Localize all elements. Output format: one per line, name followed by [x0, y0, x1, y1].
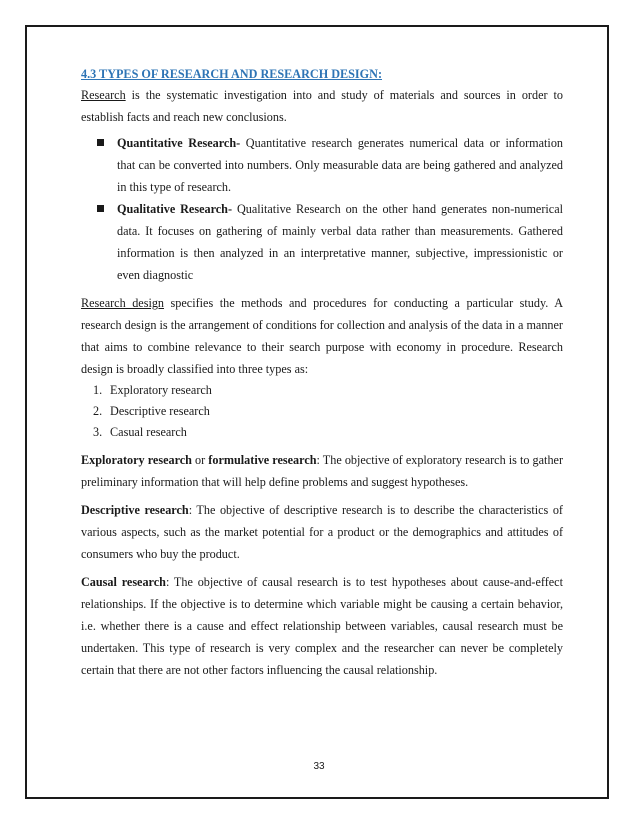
intro-paragraph [81, 84, 563, 128]
bullet-text: Quantitative research generates numerical data or information that can be converted into numbers. Only measurable data are being gathered and analyzed in this type of research. [117, 136, 564, 194]
research-design-term: Research design [81, 296, 165, 310]
bullet-title: Qualitative Research- [117, 202, 233, 216]
list-item [81, 422, 563, 443]
research-types-list [81, 132, 563, 286]
bullet-text: Qualitative Research on the other hand generates non-numerical data. It focuses on gathering of mainly verbal data rather than measurements. Gathered information is then analyzed in an interpretative manner, subjective, impressionistic or even diagnostic [117, 202, 563, 282]
list-item [81, 132, 563, 198]
exploratory-text: : The objective of exploratory research is to gather preliminary information that will help define problems and suggest hypotheses. [81, 453, 564, 489]
research-term: Research [81, 88, 126, 102]
list-number: 2. [93, 404, 103, 418]
square-bullet-icon [97, 139, 104, 146]
list-item [81, 198, 563, 286]
page-number: 33 [313, 761, 325, 772]
list-label: Casual research [110, 425, 187, 439]
list-number: 1. [93, 383, 103, 397]
bullet-title: Quantitative Research- [117, 136, 241, 150]
design-types-list [81, 380, 563, 443]
causal-term: Causal research [81, 575, 166, 589]
intro-text: is the systematic investigation into and study of materials and sources in order to establish facts and reach new conclusions. [81, 88, 563, 124]
causal-paragraph [81, 571, 563, 681]
square-bullet-icon [97, 205, 104, 212]
descriptive-paragraph [81, 499, 563, 565]
research-design-text: specifies the methods and procedures for conducting a particular study. A research design is the arrangement of conditions for collection and analysis of the data in a manner that aims to combine relevance to their search purpose with economy in procedure. Research design is broadly classified into three types as: [81, 296, 563, 376]
exploratory-paragraph [81, 449, 563, 493]
descriptive-term: Descriptive research [81, 503, 189, 517]
list-label: Exploratory research [110, 383, 212, 397]
causal-text: : The objective of causal research is to test hypotheses about cause-and-effect relationships. If the objective is to determine which variable might be causing a certain behavior, i.e. whether there is a cause and effect relationship between variables, causal research must be undertaken. This type of research is very complex and the researcher can never be completely certain that there are not other factors influencing the causal relationship. [81, 575, 563, 677]
list-number: 3. [93, 425, 103, 439]
descriptive-text: : The objective of descriptive research is to describe the characteristics of various aspects, such as the market potential for a product or the demographics and attitudes of consumers who buy the product. [81, 503, 563, 561]
research-design-paragraph [81, 292, 563, 380]
formulative-term: formulative research [208, 453, 317, 467]
document-body [81, 64, 563, 681]
list-label: Descriptive research [110, 404, 210, 418]
list-item [81, 380, 563, 401]
exploratory-term: Exploratory research [81, 453, 192, 467]
list-item [81, 401, 563, 422]
section-heading: 4.3 TYPES OF RESEARCH AND RESEARCH DESIGN: [81, 67, 383, 81]
connector-text: or [191, 453, 209, 467]
